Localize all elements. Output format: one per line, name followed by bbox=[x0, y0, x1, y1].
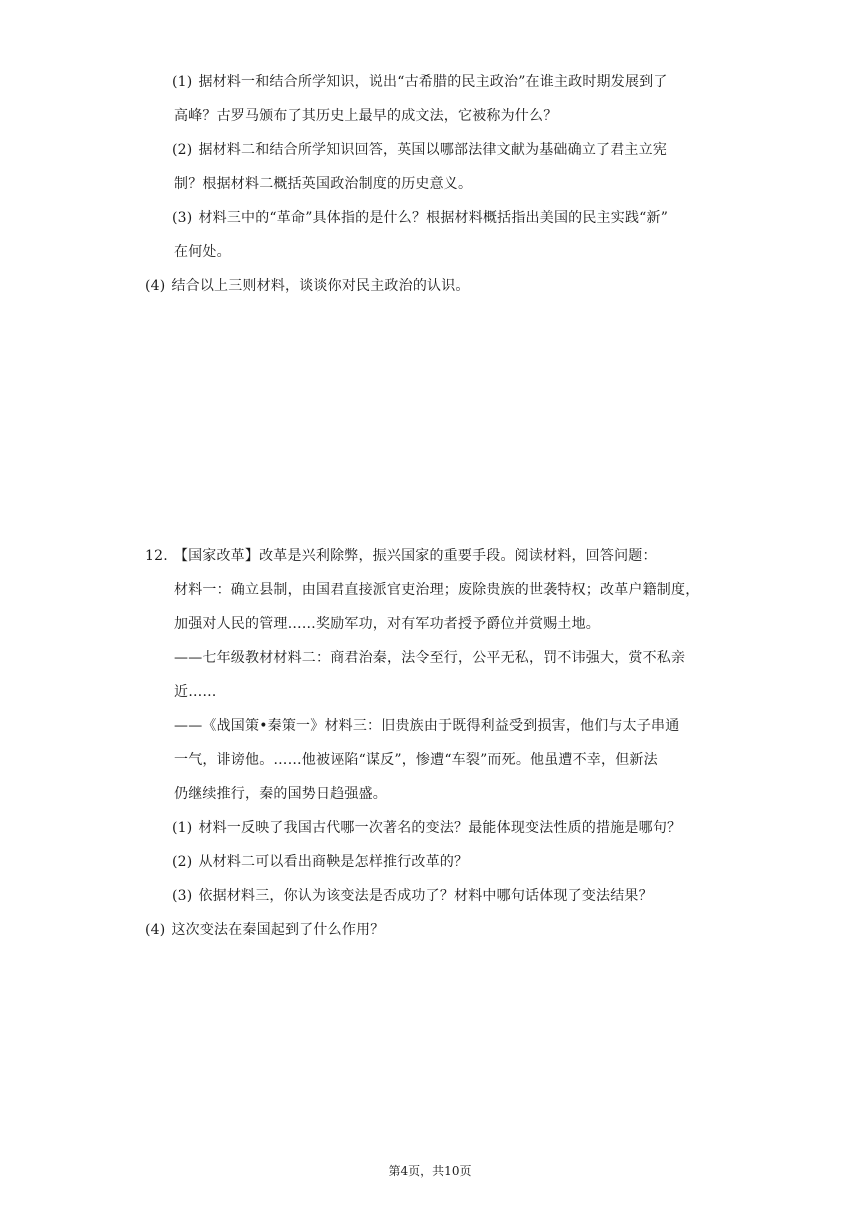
q11-sub1-line1 bbox=[172, 72, 668, 92]
q12-sub4-text: 这次变法在秦国起到了什么作用？ bbox=[171, 922, 385, 938]
q12-sub3-number: (3) bbox=[172, 888, 193, 904]
page-number-footer: 第4页，共10页 bbox=[388, 1164, 472, 1178]
q12-sub1-number: (1) bbox=[172, 820, 193, 836]
q12-sub2-text: 从材料二可以看出商鞅是怎样推行改革的？ bbox=[198, 854, 469, 870]
q11-sub1-number: (1) bbox=[172, 74, 193, 90]
q12-material-line: 仍继续推行，秦的国势日趋强盛。 bbox=[174, 786, 387, 802]
q11-sub4-number: (4) bbox=[145, 278, 166, 294]
q12-material-line: 材料一：确立县制，由国君直接派官吏治理；废除贵族的世袭特权；改革户籍制度， bbox=[174, 582, 700, 598]
q11-sub2-number: (2) bbox=[172, 142, 193, 158]
q11-sub1-line2: 高峰？古罗马颁布了其历史上最早的成文法，它被称为什么？ bbox=[174, 108, 558, 124]
q12-sub1-text: 材料一反映了我国古代哪一次著名的变法？最能体现变法性质的措施是哪句？ bbox=[198, 820, 682, 836]
q11-sub3-line1 bbox=[172, 208, 668, 228]
q12-sub2-line bbox=[172, 852, 468, 872]
q12-stem-line bbox=[145, 546, 657, 566]
q11-sub2-line1 bbox=[172, 140, 667, 160]
q12-sub4-number: (4) bbox=[145, 922, 166, 938]
q11-sub4-line1 bbox=[145, 276, 470, 296]
q11-sub4-text: 结合以上三则材料，谈谈你对民主政治的认识。 bbox=[171, 278, 470, 294]
q12-sub1-line bbox=[172, 818, 681, 838]
q11-sub1-text-1: 据材料一和结合所学知识，说出“古希腊的民主政治”在谁主政时期发展到了 bbox=[198, 74, 668, 90]
q12-material-line: 一气，诽谤他。……他被诬陷“谋反”，惨遭“车裂”而死。他虽遭不幸，但新法 bbox=[174, 752, 658, 768]
q12-material-line: 近…… bbox=[174, 684, 217, 700]
q12-material-line: 加强对人民的管理……奖励军功，对有军功者授予爵位并赏赐土地。 bbox=[174, 616, 600, 632]
q11-sub3-number: (3) bbox=[172, 210, 193, 226]
q12-sub3-line bbox=[172, 886, 653, 906]
q12-sub3-text: 依据材料三，你认为该变法是否成功了？材料中哪句话体现了变法结果？ bbox=[198, 888, 653, 904]
q12-material-line: ——《战国策•秦策一》材料三：旧贵族由于既得利益受到损害，他们与太子串通 bbox=[174, 718, 680, 734]
q12-stem: 【国家改革】改革是兴利除弊，振兴国家的重要手段。阅读材料，回答问题： bbox=[173, 548, 657, 564]
q11-sub3-text-1: 材料三中的“革命”具体指的是什么？根据材料概括指出美国的民主实践“新” bbox=[198, 210, 669, 226]
q12-sub2-number: (2) bbox=[172, 854, 193, 870]
q12-sub4-line bbox=[145, 920, 384, 940]
q11-sub3-line2: 在何处。 bbox=[174, 244, 231, 260]
q12-number: 12. bbox=[145, 548, 168, 564]
q12-material-line: ——七年级教材材料二：商君治秦，法令至行，公平无私，罚不讳强大，赏不私亲 bbox=[174, 650, 686, 666]
q11-sub2-line2: 制？根据材料二概括英国政治制度的历史意义。 bbox=[174, 176, 473, 192]
q11-sub2-text-1: 据材料二和结合所学知识回答，英国以哪部法律文献为基础确立了君主立宪 bbox=[198, 142, 668, 158]
